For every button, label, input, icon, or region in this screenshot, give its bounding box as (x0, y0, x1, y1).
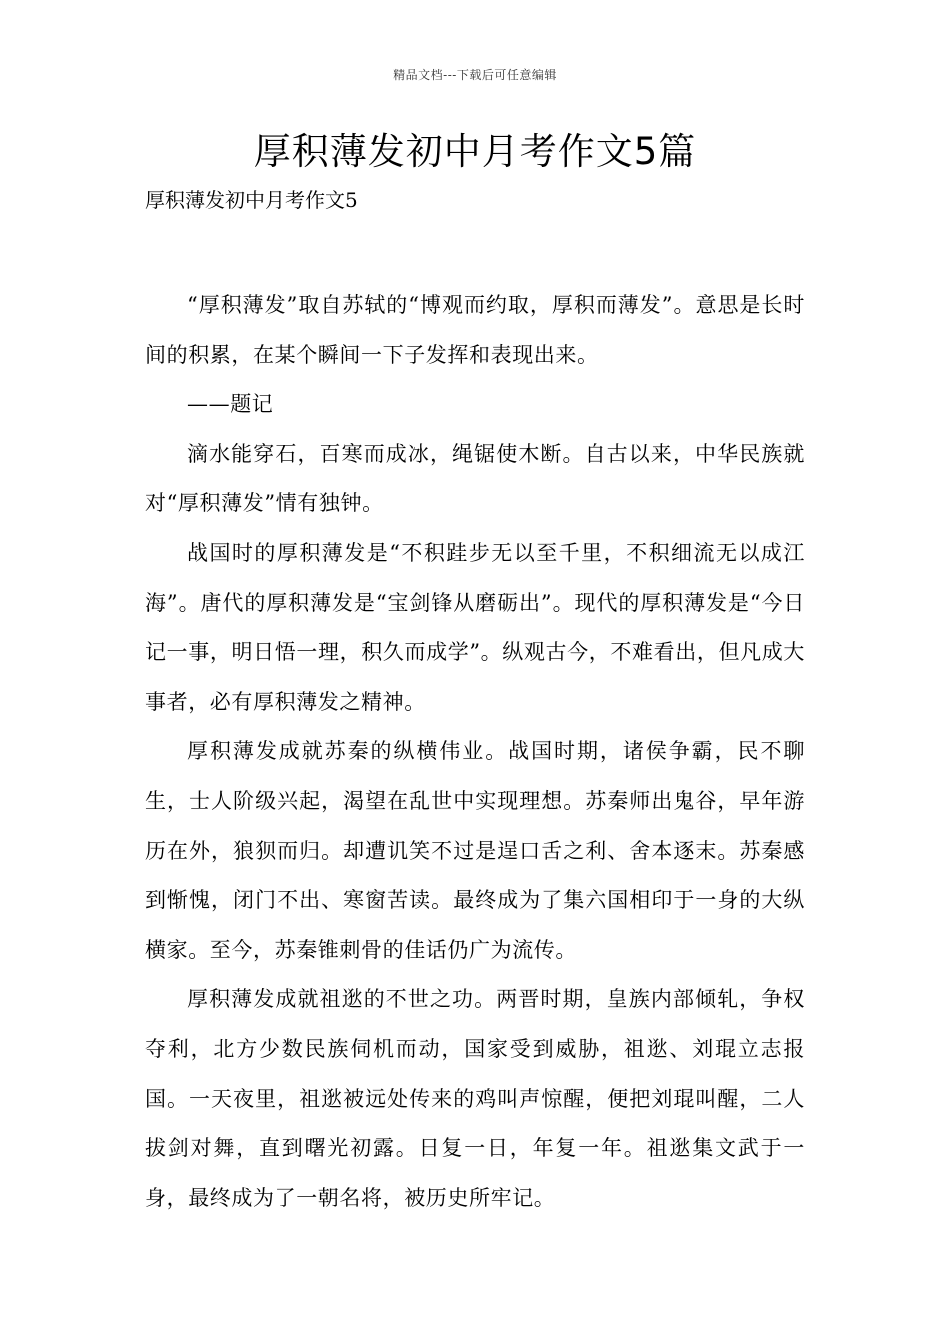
paragraph-epigraph-note: ——题记 (187, 392, 274, 417)
header-note: 精品文档---下载后可任意编辑 (393, 68, 557, 82)
paragraph-zu-ti: 厚积薄发成就祖逖的不世之功。两晋时期，皇族内部倾轧，争权夺利，北方少数民族伺机而动，国家受到威胁，祖逖、刘琨立志报国。一天夜里，祖逖被远处传来的鸡叫声惊醒，便把刘琨叫醒，二人拔剑对舞，直到曙光初露。日复一日，年复一年。祖逖集文武于一身，最终成为了一朝名将，被历史所牢记。 (145, 987, 805, 1210)
paragraph-opening: 滴水能穿石，百寒而成冰，绳锯使木断。自古以来，中华民族就对“厚积薄发”情有独钟。 (145, 441, 805, 516)
document-title: 厚积薄发初中月考作文5篇 (253, 130, 697, 173)
paragraph-su-qin: 厚积薄发成就苏秦的纵横伟业。战国时期，诸侯争霸，民不聊生，士人阶级兴起，渴望在乱世中实现理想。苏秦师出鬼谷，早年游历在外，狼狈而归。却遭讥笑不过是逞口舌之利、舍本逐末。苏秦感到惭愧，闭门不出、寒窗苦读。最终成为了集六国相印于一身的大纵横家。至今，苏秦锥刺骨的佳话仍广为流传。 (145, 739, 805, 962)
document-subtitle: 厚积薄发初中月考作文5 (145, 188, 358, 212)
paragraph-history: 战国时的厚积薄发是“不积跬步无以至千里，不积细流无以成江海”。唐代的厚积薄发是“宝剑锋从磨砺出”。现代的厚积薄发是“今日记一事，明日悟一理，积久而成学”。纵观古今，不难看出，但凡成大事者，必有厚积薄发之精神。 (145, 540, 805, 714)
paragraph-intro: “厚积薄发”取自苏轼的“博观而约取，厚积而薄发”。意思是长时间的积累，在某个瞬间一下子发挥和表现出来。 (145, 293, 805, 367)
body-text (145, 281, 805, 1223)
